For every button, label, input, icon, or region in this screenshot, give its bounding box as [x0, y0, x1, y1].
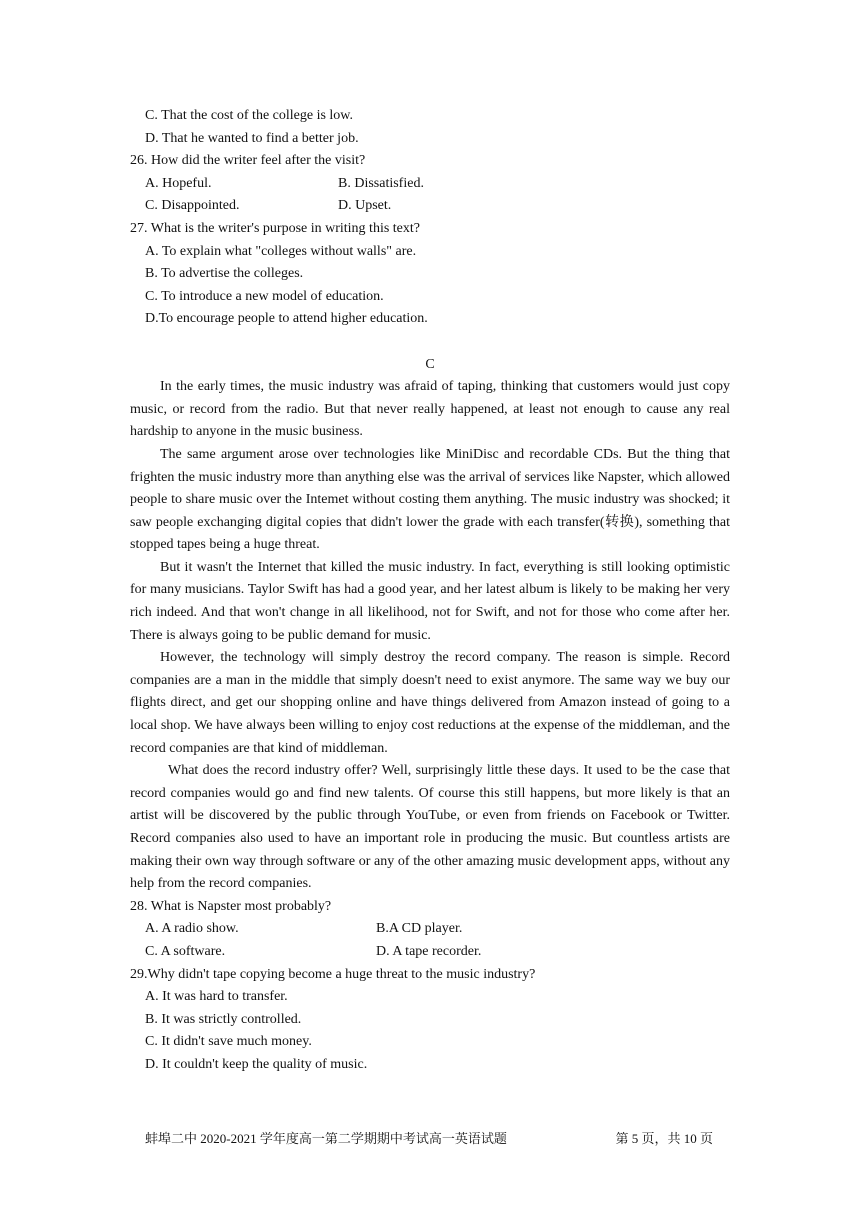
q26-options-row-2 [130, 195, 730, 218]
q28-question: 28. What is Napster most probably? [130, 898, 332, 914]
passage-paragraph-4: However, the technology will simply destroy the record company. The reason is simple. Record companies are a man in the middle that simply doesn't need to exist anymore. The same way we buy our flights direct, and get our shopping online and have things delivered from Amazon instead of going to a local shop. We have always been willing to enjoy cost reductions at the expense of the middleman, and the record companies are that kind of middleman. [130, 650, 730, 756]
q28-option-d: D. A tape recorder. [376, 943, 482, 959]
q29-option-c: C. It didn't save much money. [145, 1034, 312, 1050]
q27-option-b: B. To advertise the colleges. [145, 266, 304, 282]
q28-option-b: B.A CD player. [376, 921, 463, 937]
q28-option-c: C. A software. [145, 943, 226, 959]
page-content [130, 105, 730, 1077]
footer-page-number: 第 5 页，共 10 页 [615, 1131, 713, 1146]
q25-option-c: C. That the cost of the college is low. [145, 108, 354, 123]
q27-question: 27. What is the writer's purpose in writing this text? [130, 220, 420, 236]
q27-option-d: D.To encourage people to attend higher education. [145, 311, 428, 327]
q27-option-c: C. To introduce a new model of education. [145, 288, 384, 304]
passage-paragraph-1: In the early times, the music industry was afraid of taping, thinking that customers would just copy music, or record from the radio. But that never really happened, at least not enough to cause any real hardship to anyone in the music business. [130, 379, 730, 440]
passage-paragraph-2: The same argument arose over technologies like MiniDisc and recordable CDs. But the thing that frighten the music industry more than anything else was the arrival of services like Napster, which allowed people to share music over the Intemet without costing them anything. The music industry was shocked; it saw people exchanging digital copies that didn't lower the grade with each transfer(转换), something that stopped tapes being a huge threat. [130, 446, 730, 553]
q25-option-d: D. That he wanted to find a better job. [145, 130, 359, 146]
footer-exam-title: 蚌埠二中 2020-2021 学年度高一第二学期期中考试高一英语试题 [145, 1131, 507, 1146]
q29-question: 29.Why didn't tape copying become a huge threat to the music industry? [130, 966, 536, 982]
q26-option-d: D. Upset. [338, 198, 392, 214]
section-c-heading: C [425, 356, 435, 372]
q26-question: 26. How did the writer feel after the visit? [130, 153, 366, 169]
page-footer [145, 1128, 713, 1147]
passage-paragraph-5: What does the record industry offer? Well, surprisingly little these days. It used to be the case that record companies would go and find new talents. Of course this still happens, but more likely is that an artist will be discovered by the public through YouTube, or even from friends on Facebook or Twitter. Record companies also used to have an important role in producing the music. But countless artists are making their own way through software or any of the other amazing music development apps, without any help from the record companies. [130, 763, 730, 892]
q26-option-b: B. Dissatisfied. [338, 175, 424, 191]
q29-option-d: D. It couldn't keep the quality of music. [145, 1056, 368, 1072]
q26-option-c: C. Disappointed. [145, 198, 240, 214]
q26-options-row-1 [130, 173, 730, 196]
section-spacer [130, 331, 730, 354]
q28-option-a: A. A radio show. [145, 921, 239, 937]
q28-options-row-2 [130, 941, 730, 964]
q29-option-b: B. It was strictly controlled. [145, 1011, 302, 1027]
passage-paragraph-3: But it wasn't the Internet that killed the music industry. In fact, everything is still looking optimistic for many musicians. Taylor Swift has had a good year, and her latest album is likely to be making her very rich indeed. And that won't change in all likelihood, not for Swift, and not for those who come after her. There is always going to be public demand for music. [130, 559, 730, 643]
q27-option-a: A. To explain what "colleges without walls" are. [145, 243, 417, 259]
q29-option-a: A. It was hard to transfer. [145, 989, 288, 1005]
q28-options-row-1 [130, 918, 730, 941]
q26-option-a: A. Hopeful. [145, 175, 212, 191]
